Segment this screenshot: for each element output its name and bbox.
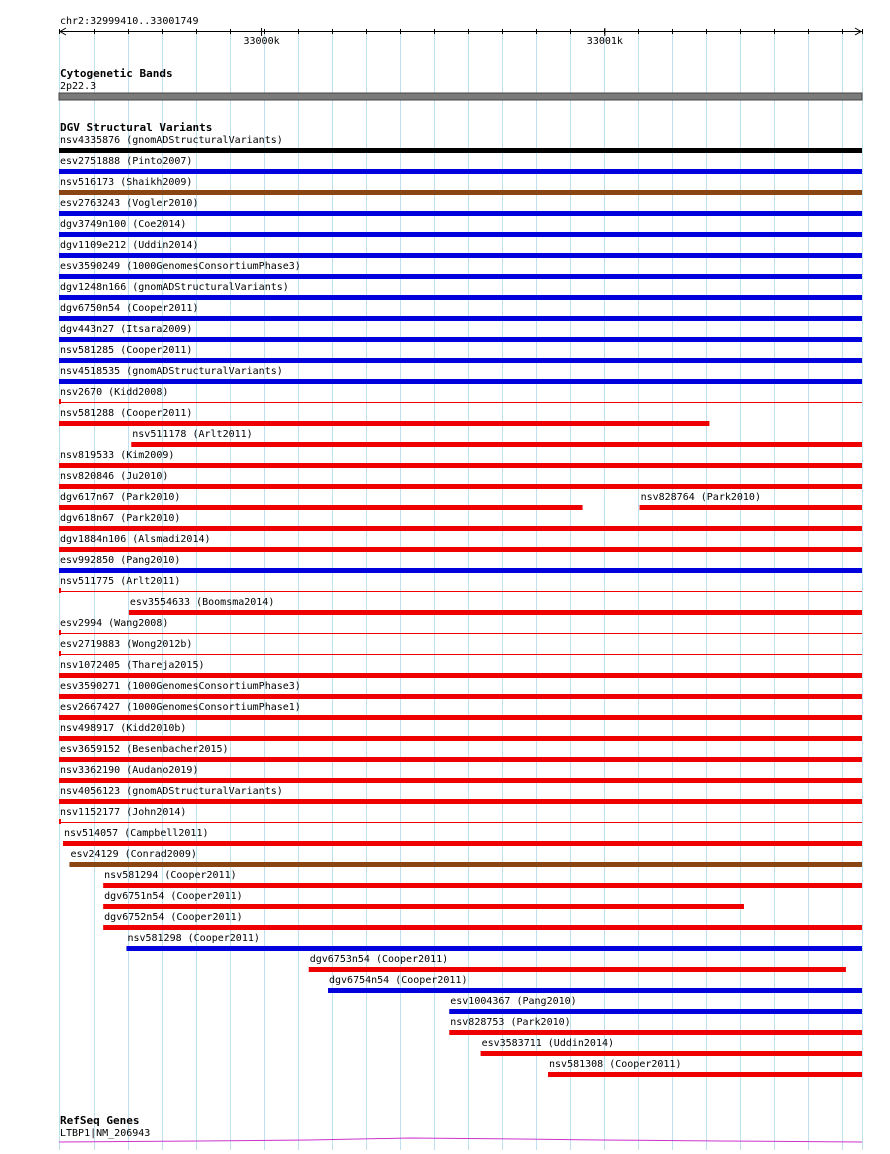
variant-row <box>59 282 862 300</box>
variant-label: dgv6750n54 (Cooper2011) <box>60 303 199 314</box>
variant-row <box>59 702 862 720</box>
variant-label: esv3659152 (Besenbacher2015) <box>60 744 229 755</box>
variant-row <box>481 1038 862 1056</box>
variant-row <box>59 786 862 804</box>
variant-label: nsv828753 (Park2010) <box>450 1017 571 1028</box>
variant-row <box>309 954 846 972</box>
variant-row <box>59 723 862 741</box>
variant-bar-end <box>59 588 61 593</box>
variant-label: dgv443n27 (Itsara2009) <box>60 324 193 335</box>
variant-label: nsv581285 (Cooper2011) <box>60 345 193 356</box>
refseq-gene-line[interactable] <box>59 1138 862 1142</box>
variant-row <box>59 177 862 195</box>
variant-bar[interactable] <box>481 1051 862 1056</box>
ruler-axis <box>59 28 863 35</box>
variant-row <box>59 807 862 824</box>
variant-bar[interactable] <box>59 316 862 321</box>
variant-row <box>59 261 862 279</box>
variant-label: esv992850 (Pang2010) <box>60 555 181 566</box>
variant-label: esv3590271 (1000GenomesConsortiumPhase3) <box>60 681 301 692</box>
variant-label: esv2719883 (Wong2012b) <box>60 639 193 650</box>
variant-row <box>59 660 862 678</box>
refseq-track-title: RefSeq Genes <box>60 1114 140 1127</box>
variant-label: dgv6751n54 (Cooper2011) <box>104 891 243 902</box>
variant-row <box>59 366 862 384</box>
variant-label: dgv1109e212 (Uddin2014) <box>60 240 199 251</box>
cytoband-track-title: Cytogenetic Bands <box>60 67 173 80</box>
variant-row <box>103 912 862 930</box>
variant-label: esv1004367 (Pang2010) <box>450 996 577 1007</box>
variant-bar[interactable] <box>126 946 862 951</box>
variant-row <box>63 828 862 846</box>
variant-row <box>59 618 862 635</box>
refseq-track <box>59 1114 862 1142</box>
refseq-gene-label: LTBP1|NM_206943 <box>60 1128 151 1139</box>
variant-bar[interactable] <box>59 633 862 634</box>
variant-bar[interactable] <box>59 148 862 153</box>
variant-label: esv2763243 (Vogler2010) <box>60 198 199 209</box>
variant-bar[interactable] <box>63 841 862 846</box>
variant-bar[interactable] <box>59 232 862 237</box>
cytoband-bar[interactable] <box>59 93 862 100</box>
variant-bar[interactable] <box>328 988 862 993</box>
variant-row <box>59 408 709 426</box>
variant-bar[interactable] <box>59 822 862 823</box>
variant-label: nsv4335876 (gnomADStructuralVariants) <box>60 135 283 146</box>
variant-bar[interactable] <box>59 778 862 783</box>
variant-row <box>69 849 862 867</box>
variant-row <box>59 450 862 468</box>
variant-row <box>59 534 862 552</box>
variant-label: esv3590249 (1000GenomesConsortiumPhase3) <box>60 261 301 272</box>
variant-bar[interactable] <box>59 295 862 300</box>
variant-row <box>59 744 862 762</box>
variant-bar[interactable] <box>59 379 862 384</box>
variant-label: esv3554633 (Boomsma2014) <box>129 597 275 608</box>
variant-bar[interactable] <box>59 463 862 468</box>
variant-bar[interactable] <box>69 862 862 867</box>
variant-bar[interactable] <box>131 442 862 447</box>
variant-label: nsv2670 (Kidd2008) <box>60 387 169 398</box>
variant-label: dgv3749n100 (Coe2014) <box>60 219 187 230</box>
variant-label: dgv618n67 (Park2010) <box>60 513 181 524</box>
variant-row <box>59 639 862 656</box>
variant-row <box>59 765 862 783</box>
variant-label: esv2751888 (Pinto2007) <box>60 156 193 167</box>
cytoband-track <box>59 67 862 100</box>
coordinate-ruler <box>59 16 863 47</box>
variant-bar[interactable] <box>59 169 862 174</box>
variant-bar[interactable] <box>59 547 862 552</box>
variant-label: dgv6753n54 (Cooper2011) <box>309 954 449 965</box>
variant-bar[interactable] <box>59 211 862 216</box>
variant-bar[interactable] <box>59 757 862 762</box>
variant-bar-end <box>59 651 61 656</box>
variant-row <box>59 324 862 342</box>
ruler-tick-label: 33000k <box>243 36 280 47</box>
variant-label: nsv581308 (Cooper2011) <box>549 1059 682 1070</box>
variant-bar[interactable] <box>103 925 862 930</box>
variant-label: nsv4518535 (gnomADStructuralVariants) <box>60 366 283 377</box>
variant-label: dgv617n67 (Park2010) <box>60 492 181 503</box>
variant-label: dgv6752n54 (Cooper2011) <box>104 912 243 923</box>
variant-bar[interactable] <box>59 505 583 510</box>
variant-label: nsv581298 (Cooper2011) <box>127 933 260 944</box>
variant-bar[interactable] <box>59 694 862 699</box>
variant-label: nsv1152177 (John2014) <box>60 807 187 818</box>
cytoband-label: 2p22.3 <box>60 81 97 92</box>
variant-row <box>131 429 862 447</box>
variant-label: nsv581288 (Cooper2011) <box>60 408 193 419</box>
variant-bar[interactable] <box>449 1009 862 1014</box>
variant-row <box>59 135 862 153</box>
variant-row <box>449 996 862 1014</box>
variant-bar[interactable] <box>59 190 862 195</box>
variant-bar[interactable] <box>59 591 862 592</box>
variant-bar[interactable] <box>129 610 862 615</box>
region-label: chr2:32999410..33001749 <box>60 16 199 27</box>
variant-row <box>129 597 862 615</box>
variant-bar[interactable] <box>449 1030 862 1035</box>
variant-bar[interactable] <box>59 274 862 279</box>
variant-bar[interactable] <box>59 736 862 741</box>
variant-label: esv2667427 (1000GenomesConsortiumPhase1) <box>60 702 301 713</box>
variant-row <box>59 387 862 404</box>
variant-row <box>59 198 862 216</box>
variant-row <box>59 555 862 573</box>
variant-label: nsv820846 (Ju2010) <box>60 471 169 482</box>
variant-row <box>59 471 862 489</box>
variant-row <box>449 1017 862 1035</box>
variant-label: dgv1884n106 (Alsmadi2014) <box>60 534 211 545</box>
variant-label: nsv3362190 (Audano2019) <box>60 765 199 776</box>
variant-bar[interactable] <box>103 883 862 888</box>
variant-row <box>103 891 744 909</box>
variant-row <box>59 513 862 531</box>
ruler-ticks <box>243 28 622 47</box>
variant-bar-end <box>59 819 61 824</box>
variant-bar[interactable] <box>59 526 862 531</box>
variant-row <box>59 240 862 258</box>
variant-row <box>59 345 862 363</box>
variant-bar[interactable] <box>59 799 862 804</box>
variant-bar-end <box>59 399 61 404</box>
variant-label: dgv1248n166 (gnomADStructuralVariants) <box>60 282 289 293</box>
dgv-variant-rows <box>59 135 862 1077</box>
variant-bar[interactable] <box>59 337 862 342</box>
variant-label: nsv498917 (Kidd2010b) <box>60 723 187 734</box>
variant-label: nsv4056123 (gnomADStructuralVariants) <box>60 786 283 797</box>
variant-label: esv3583711 (Uddin2014) <box>481 1038 615 1049</box>
variant-row <box>59 492 862 510</box>
variant-label: esv2994 (Wang2008) <box>60 618 169 629</box>
variant-row <box>59 219 862 237</box>
variant-row <box>126 933 862 951</box>
variant-label: nsv1072405 (Thareja2015) <box>60 660 205 671</box>
variant-bar[interactable] <box>59 253 862 258</box>
variant-bar[interactable] <box>59 421 709 426</box>
variant-bar[interactable] <box>59 715 862 720</box>
variant-bar[interactable] <box>59 358 862 363</box>
variant-label: esv24129 (Conrad2009) <box>70 849 197 860</box>
variant-bar[interactable] <box>103 904 744 909</box>
variant-bar[interactable] <box>640 505 862 510</box>
variant-bar[interactable] <box>548 1072 862 1077</box>
variant-label: nsv511775 (Arlt2011) <box>60 576 181 587</box>
variant-bar[interactable] <box>59 673 862 678</box>
variant-bar[interactable] <box>59 402 862 403</box>
variant-bar[interactable] <box>59 484 862 489</box>
variant-bar[interactable] <box>59 654 862 655</box>
variant-row <box>328 975 862 993</box>
variant-row <box>548 1059 862 1077</box>
variant-bar[interactable] <box>59 568 862 573</box>
variant-row <box>59 303 862 321</box>
variant-label: dgv6754n54 (Cooper2011) <box>329 975 468 986</box>
variant-row <box>59 576 862 593</box>
variant-label: nsv516173 (Shaikh2009) <box>60 177 193 188</box>
variant-label: nsv828764 (Park2010) <box>640 492 761 503</box>
variant-row <box>59 681 862 699</box>
variant-row <box>59 156 862 174</box>
variant-bar-end <box>59 630 61 635</box>
variant-bar[interactable] <box>309 967 846 972</box>
dgv-track-title: DGV Structural Variants <box>60 121 213 134</box>
dgv-track <box>59 121 862 1077</box>
variant-label: nsv581294 (Cooper2011) <box>104 870 237 881</box>
ruler-tick-label: 33001k <box>586 36 623 47</box>
variant-row <box>103 870 862 888</box>
variant-label: nsv511178 (Arlt2011) <box>132 429 253 440</box>
variant-label: nsv819533 (Kim2009) <box>60 450 175 461</box>
variant-label: nsv514057 (Campbell2011) <box>64 828 209 839</box>
